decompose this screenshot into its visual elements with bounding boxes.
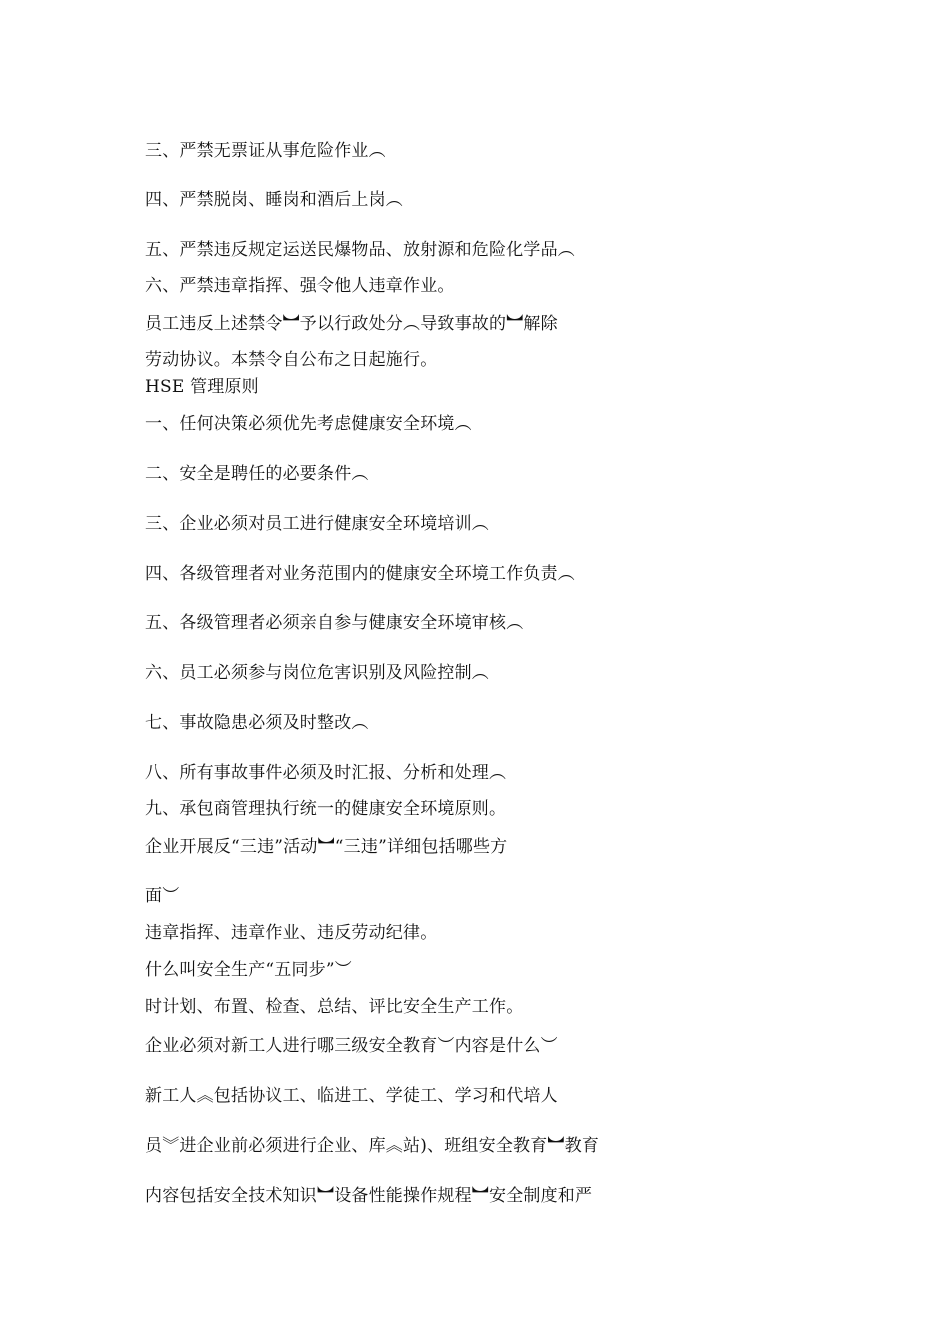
text-line: 面︶ — [145, 886, 180, 906]
text-line: 员︾进企业前必须进行企业、库︽站)、班组安全教育︼教育 — [145, 1136, 600, 1156]
text-line: 五、严禁违反规定运送民爆物品、放射源和危险化学品︵ — [145, 240, 575, 260]
text-line: 企业开展反“三违”活动︼“三违”详细包括哪些方 — [145, 837, 508, 857]
text-line: 九、承包商管理执行统一的健康安全环境原则。 — [145, 799, 507, 819]
text-line: 八、所有事故事件必须及时汇报、分析和处理︵ — [145, 763, 507, 783]
text-line: 时计划、布置、检查、总结、评比安全生产工作。 — [145, 997, 524, 1017]
text-line: 员工违反上述禁令︼予以行政处分︵导致事故的︼解除 — [145, 314, 558, 334]
text-line: 企业必须对新工人进行哪三级安全教育︶内容是什么︶ — [145, 1036, 558, 1056]
text-line: 内容包括安全技术知识︼设备性能操作规程︼安全制度和严 — [145, 1186, 593, 1206]
text-line: 违章指挥、违章作业、违反劳动纪律。 — [145, 923, 438, 943]
text-line: 六、员工必须参与岗位危害识别及风险控制︵ — [145, 663, 489, 683]
text-line: 一、任何决策必须优先考虑健康安全环境︵ — [145, 414, 472, 434]
text-line: 七、事故隐患必须及时整改︵ — [145, 713, 369, 733]
text-line: 四、严禁脱岗、睡岗和酒后上岗︵ — [145, 190, 403, 210]
text-line: 新工人︽包括协议工、临进工、学徒工、学习和代培人 — [145, 1086, 558, 1106]
section-heading: HSE 管理原则 — [145, 377, 259, 397]
text-line: 三、企业必须对员工进行健康安全环境培训︵ — [145, 514, 489, 534]
text-line: 四、各级管理者对业务范围内的健康安全环境工作负责︵ — [145, 564, 575, 584]
text-line: 三、严禁无票证从事危险作业︵ — [145, 141, 386, 161]
text-line: 二、安全是聘任的必要条件︵ — [145, 464, 369, 484]
text-line: 六、严禁违章指挥、强令他人违章作业。 — [145, 276, 455, 296]
text-line: 劳动协议。本禁令自公布之日起施行。 — [145, 350, 438, 370]
text-line: 什么叫安全生产“五同步”︶ — [145, 960, 352, 980]
text-line: 五、各级管理者必须亲自参与健康安全环境审核︵ — [145, 613, 524, 633]
